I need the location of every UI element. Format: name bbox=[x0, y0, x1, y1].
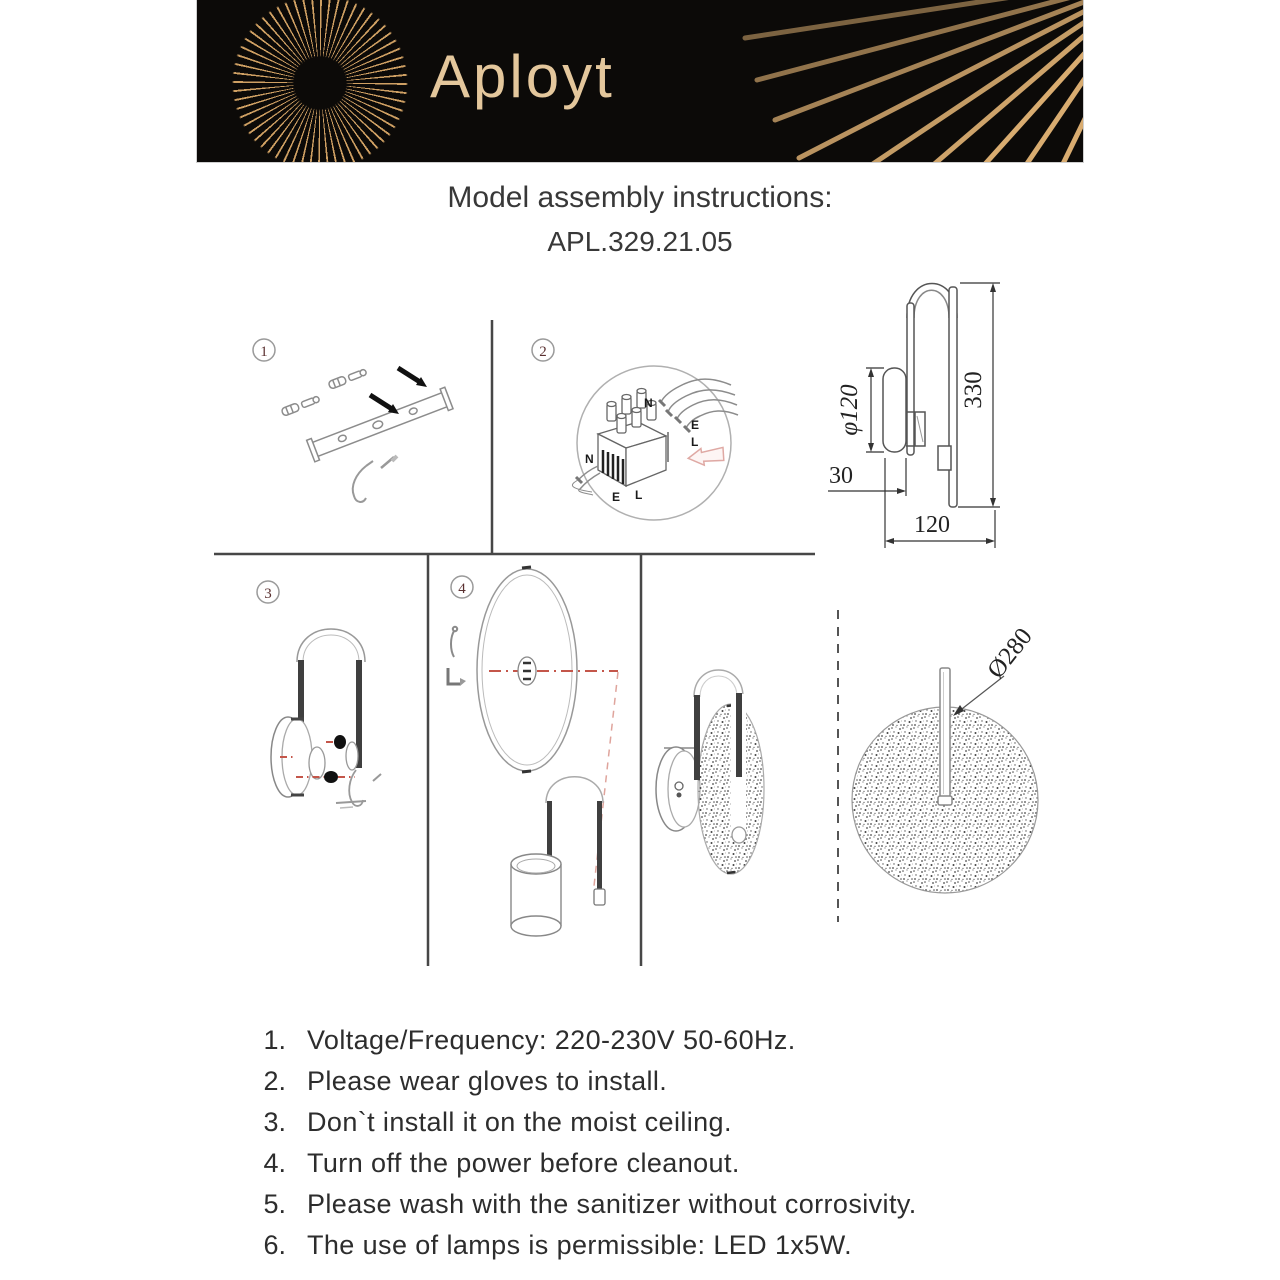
item-number: 4. bbox=[263, 1148, 286, 1178]
item-number: 3. bbox=[263, 1107, 286, 1137]
step4-shade-mounting-diagram bbox=[448, 567, 618, 936]
step3-number: 3 bbox=[264, 586, 272, 602]
wire-label-e-bottom: E bbox=[612, 490, 621, 504]
item-text: Turn off the power before cleanout. bbox=[307, 1148, 740, 1178]
hub bbox=[732, 827, 746, 843]
item-text: Please wear gloves to install. bbox=[307, 1066, 668, 1096]
wire-label-e-top: E bbox=[691, 418, 700, 432]
brand-name: Aployt bbox=[430, 43, 615, 110]
hook-part bbox=[353, 456, 397, 502]
step2-number: 2 bbox=[539, 344, 547, 360]
left-led-tube bbox=[547, 801, 552, 863]
list-item bbox=[252, 1184, 917, 1225]
tube-connector bbox=[594, 889, 605, 905]
mount-ring bbox=[309, 747, 325, 779]
item-number: 1. bbox=[263, 1025, 286, 1055]
shade-diameter-leader bbox=[958, 676, 1004, 712]
step1-number: 1 bbox=[260, 344, 268, 360]
item-number: 5. bbox=[263, 1189, 286, 1219]
dim-depth-label: 30 bbox=[829, 463, 853, 489]
tube-cap bbox=[938, 796, 952, 805]
list-item bbox=[252, 1102, 917, 1143]
tube-clamp bbox=[938, 446, 951, 470]
arch-inner bbox=[914, 290, 949, 318]
step-badges bbox=[253, 339, 554, 603]
right-led-tube bbox=[736, 693, 742, 777]
center-tube bbox=[940, 668, 950, 798]
list-item bbox=[252, 1225, 917, 1266]
canopy-side-view bbox=[883, 368, 906, 452]
step3-assembly-diagram bbox=[271, 629, 381, 808]
dim-shade-diameter-label: Ø280 bbox=[982, 623, 1038, 684]
slider-ring bbox=[346, 742, 358, 770]
dim-height-label: 330 bbox=[960, 371, 987, 409]
item-text: Please wash with the sanitizer without corrosivity. bbox=[307, 1189, 917, 1219]
instructions-list bbox=[252, 1020, 917, 1266]
right-led-tube bbox=[597, 801, 602, 889]
dimension-drawing bbox=[828, 283, 1000, 548]
item-text: The use of lamps is permissible: LED 1x5W. bbox=[307, 1230, 853, 1260]
wire-label-n-left: N bbox=[585, 452, 594, 466]
item-number: 2. bbox=[263, 1066, 286, 1096]
lock-knob-bottom bbox=[324, 771, 338, 783]
dim-canopy-diameter bbox=[866, 368, 884, 452]
list-item bbox=[252, 1061, 917, 1102]
item-text: Voltage/Frequency: 220-230V 50-60Hz. bbox=[307, 1025, 796, 1055]
item-number: 6. bbox=[263, 1230, 286, 1260]
dim-width-label: 120 bbox=[914, 512, 950, 538]
item-text: Don`t install it on the moist ceiling. bbox=[307, 1107, 732, 1137]
long-tube bbox=[949, 287, 957, 507]
left-led-tube bbox=[694, 695, 700, 780]
assembled-lamp-side-view bbox=[656, 670, 764, 874]
front-tube bbox=[907, 303, 914, 455]
list-item bbox=[252, 1143, 917, 1184]
list-item bbox=[252, 1020, 917, 1061]
step2-wiring-diagram bbox=[572, 366, 738, 520]
hook-and-bracket bbox=[336, 770, 381, 808]
wire-label-n-top: N bbox=[644, 396, 653, 410]
allen-key-icon bbox=[448, 627, 466, 686]
lock-knob-top bbox=[334, 735, 346, 749]
wire-label-l-top: L bbox=[691, 435, 699, 449]
dim-canopy-diameter-label: φ120 bbox=[836, 384, 863, 436]
instructions-heading: Model assembly instructions: bbox=[447, 181, 833, 214]
step1-bracket-diagram bbox=[281, 368, 453, 502]
model-number: APL.329.21.05 bbox=[547, 226, 733, 257]
step4-number: 4 bbox=[458, 581, 466, 597]
lamp-front-view bbox=[852, 623, 1038, 893]
canopy-cylinder bbox=[511, 854, 561, 936]
wire-label-l-bottom: L bbox=[635, 488, 643, 502]
